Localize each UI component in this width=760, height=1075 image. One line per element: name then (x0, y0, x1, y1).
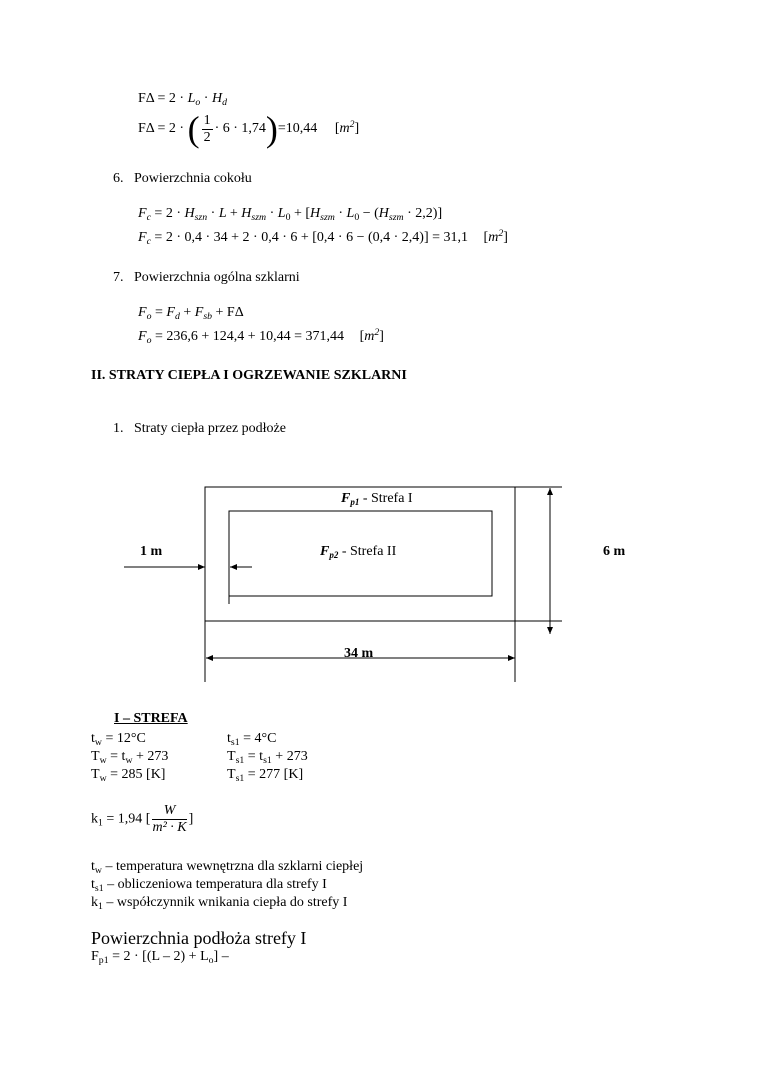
Tw-result: $T_w = 285$ [K] (91, 767, 166, 784)
strefa1-heading: I – STREFA (114, 711, 188, 726)
ts1-value: $t_{s1} = 4^\circ C$ (227, 731, 277, 748)
Ts1-formula: $T_{s1} = t_{s1} + 273$ (227, 749, 308, 766)
Tw-formula: $T_w = t_w + 273$ (91, 749, 169, 766)
desc-k1: $k_1$ – współczynnik wnikania ciepła do strefy I (91, 895, 348, 912)
section6-heading: 6. Powierzchnia cokołu (113, 171, 252, 186)
podloze-title: Powierzchnia podłoża strefy I (91, 928, 307, 948)
section6-calc: $F_c = 2 \cdot 0,4 \cdot 34 + 2 \cdot 0,4 \cdot 6 + [0,4 \cdot 6 - (0,4 \cdot 2,4)] = 31,1$ $[m^2]$ (138, 228, 508, 247)
Ts1-result: $T_{s1} = 277$ [K] (227, 767, 304, 784)
section7-heading: 7. Powierzchnia ogólna szklarni (113, 270, 300, 285)
desc-ts1: $t_{s1}$ – obliczeniowa temperatura dla strefy I (91, 877, 327, 894)
podloze-formula: $F_{p1} = 2 \cdot [(L - 2) + L_o]$ – (91, 949, 229, 966)
section7-formula: $F_o = F_d + F_{sb} + F\Delta$ (138, 305, 244, 322)
triangle-area-calc: FΔ = 2 · ( $\frac{1}{2}$ · 6 · 1,74)=10,44 $[m^2]$ (138, 109, 360, 149)
k1-value: $k_1 = 1,94$ [ $\frac{W}{\text{m² · K}}$ ] (91, 803, 194, 835)
bottom-dimension-label: 34 m (344, 646, 374, 661)
triangle-area-formula: $F\Delta = 2 \cdot L_o \cdot H_d$ (138, 91, 227, 108)
right-dimension-label: 6 m (603, 544, 626, 559)
zone2-label: $F_{p2}$ - Strefa II (320, 544, 397, 560)
tw-value: $t_w = 12^\circ C$ (91, 731, 146, 748)
section6-formula: $F_c = 2 \cdot H_{szn} \cdot L + H_{szm} \cdot L_0 + [H_{szm} \cdot L_0 - (H_{szm} \cdot 2,2)]$ (138, 206, 443, 223)
left-dimension-label: 1 m (140, 544, 163, 559)
chapter2-title: II. STRATY CIEPŁA I OGRZEWANIE SZKLARNI (91, 368, 407, 383)
zone1-label: $F_{p1}$ - Strefa I (341, 491, 413, 507)
chapter2-item1: 1. Straty ciepła przez podłoże (113, 421, 286, 436)
desc-tw: $t_w$ – temperatura wewnętrzna dla szklarni ciepłej (91, 859, 364, 876)
section7-calc: $F_o = 236,6 + 124,4 + 10,44 = 371,44$ $[m^2]$ (138, 327, 384, 346)
